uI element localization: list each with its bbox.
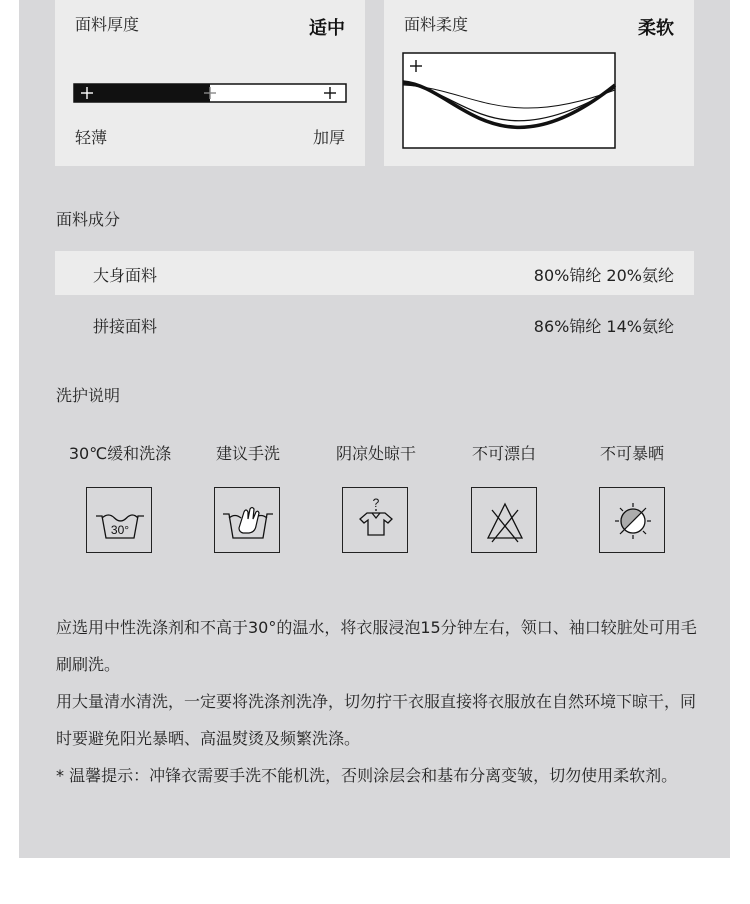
composition-row-name: 拼接面料 xyxy=(93,317,158,336)
composition-row-value: 80%锦纶 20%氨纶 xyxy=(533,266,674,285)
thickness-meter xyxy=(73,83,347,105)
care-label-hand-wash: 建议手洗 xyxy=(215,444,280,463)
composition-row-value: 86%锦纶 14%氨纶 xyxy=(533,317,674,336)
no-sun-icon xyxy=(599,487,665,553)
care-label-no-sun: 不可暴晒 xyxy=(599,444,664,463)
wash-temp-label: 30° xyxy=(110,523,130,537)
care-label-no-bleach: 不可漂白 xyxy=(471,444,536,463)
hand-wash-icon xyxy=(214,487,280,553)
thickness-meter-fill xyxy=(74,84,210,102)
thickness-right-label: 加厚 xyxy=(312,128,345,147)
shade-dry-icon xyxy=(342,487,408,553)
wash-30-icon xyxy=(86,487,152,553)
composition-row xyxy=(55,251,694,295)
softness-value: 柔软 xyxy=(638,18,674,39)
care-label-wash: 30℃缓和洗涤 xyxy=(68,444,172,463)
care-note-3: * 温馨提示：冲锋衣需要手洗不能机洗，否则涂层会和基布分离变皱，切勿使用柔软剂。 xyxy=(56,766,678,785)
softness-title: 面料柔度 xyxy=(404,15,469,34)
composition-row xyxy=(55,302,694,346)
softness-diagram xyxy=(402,52,618,150)
composition-row-name: 大身面料 xyxy=(93,266,158,285)
care-note-2: 用大量清水清洗，一定要将洗涤剂洗净，切勿拧干衣服直接将衣服放在自然环境下晾干，同时要避免阳光暴晒、高温熨烫及频繁洗涤。 xyxy=(56,692,697,748)
care-title: 洗护说明 xyxy=(56,386,121,405)
thickness-title: 面料厚度 xyxy=(75,15,140,34)
composition-title: 面料成分 xyxy=(56,210,121,229)
thickness-card xyxy=(55,0,365,166)
softness-card xyxy=(384,0,694,166)
care-note-1: 应选用中性洗涤剂和不高于30°的温水，将衣服浸泡15分钟左右，领口、袖口较脏处可用毛刷刷洗。 xyxy=(56,618,697,674)
no-bleach-icon xyxy=(471,487,537,553)
thickness-left-label: 轻薄 xyxy=(75,128,108,147)
thickness-value: 适中 xyxy=(309,18,345,39)
hanger-hook: ? xyxy=(372,496,380,510)
care-label-shade-dry: 阴凉处晾干 xyxy=(335,444,416,463)
